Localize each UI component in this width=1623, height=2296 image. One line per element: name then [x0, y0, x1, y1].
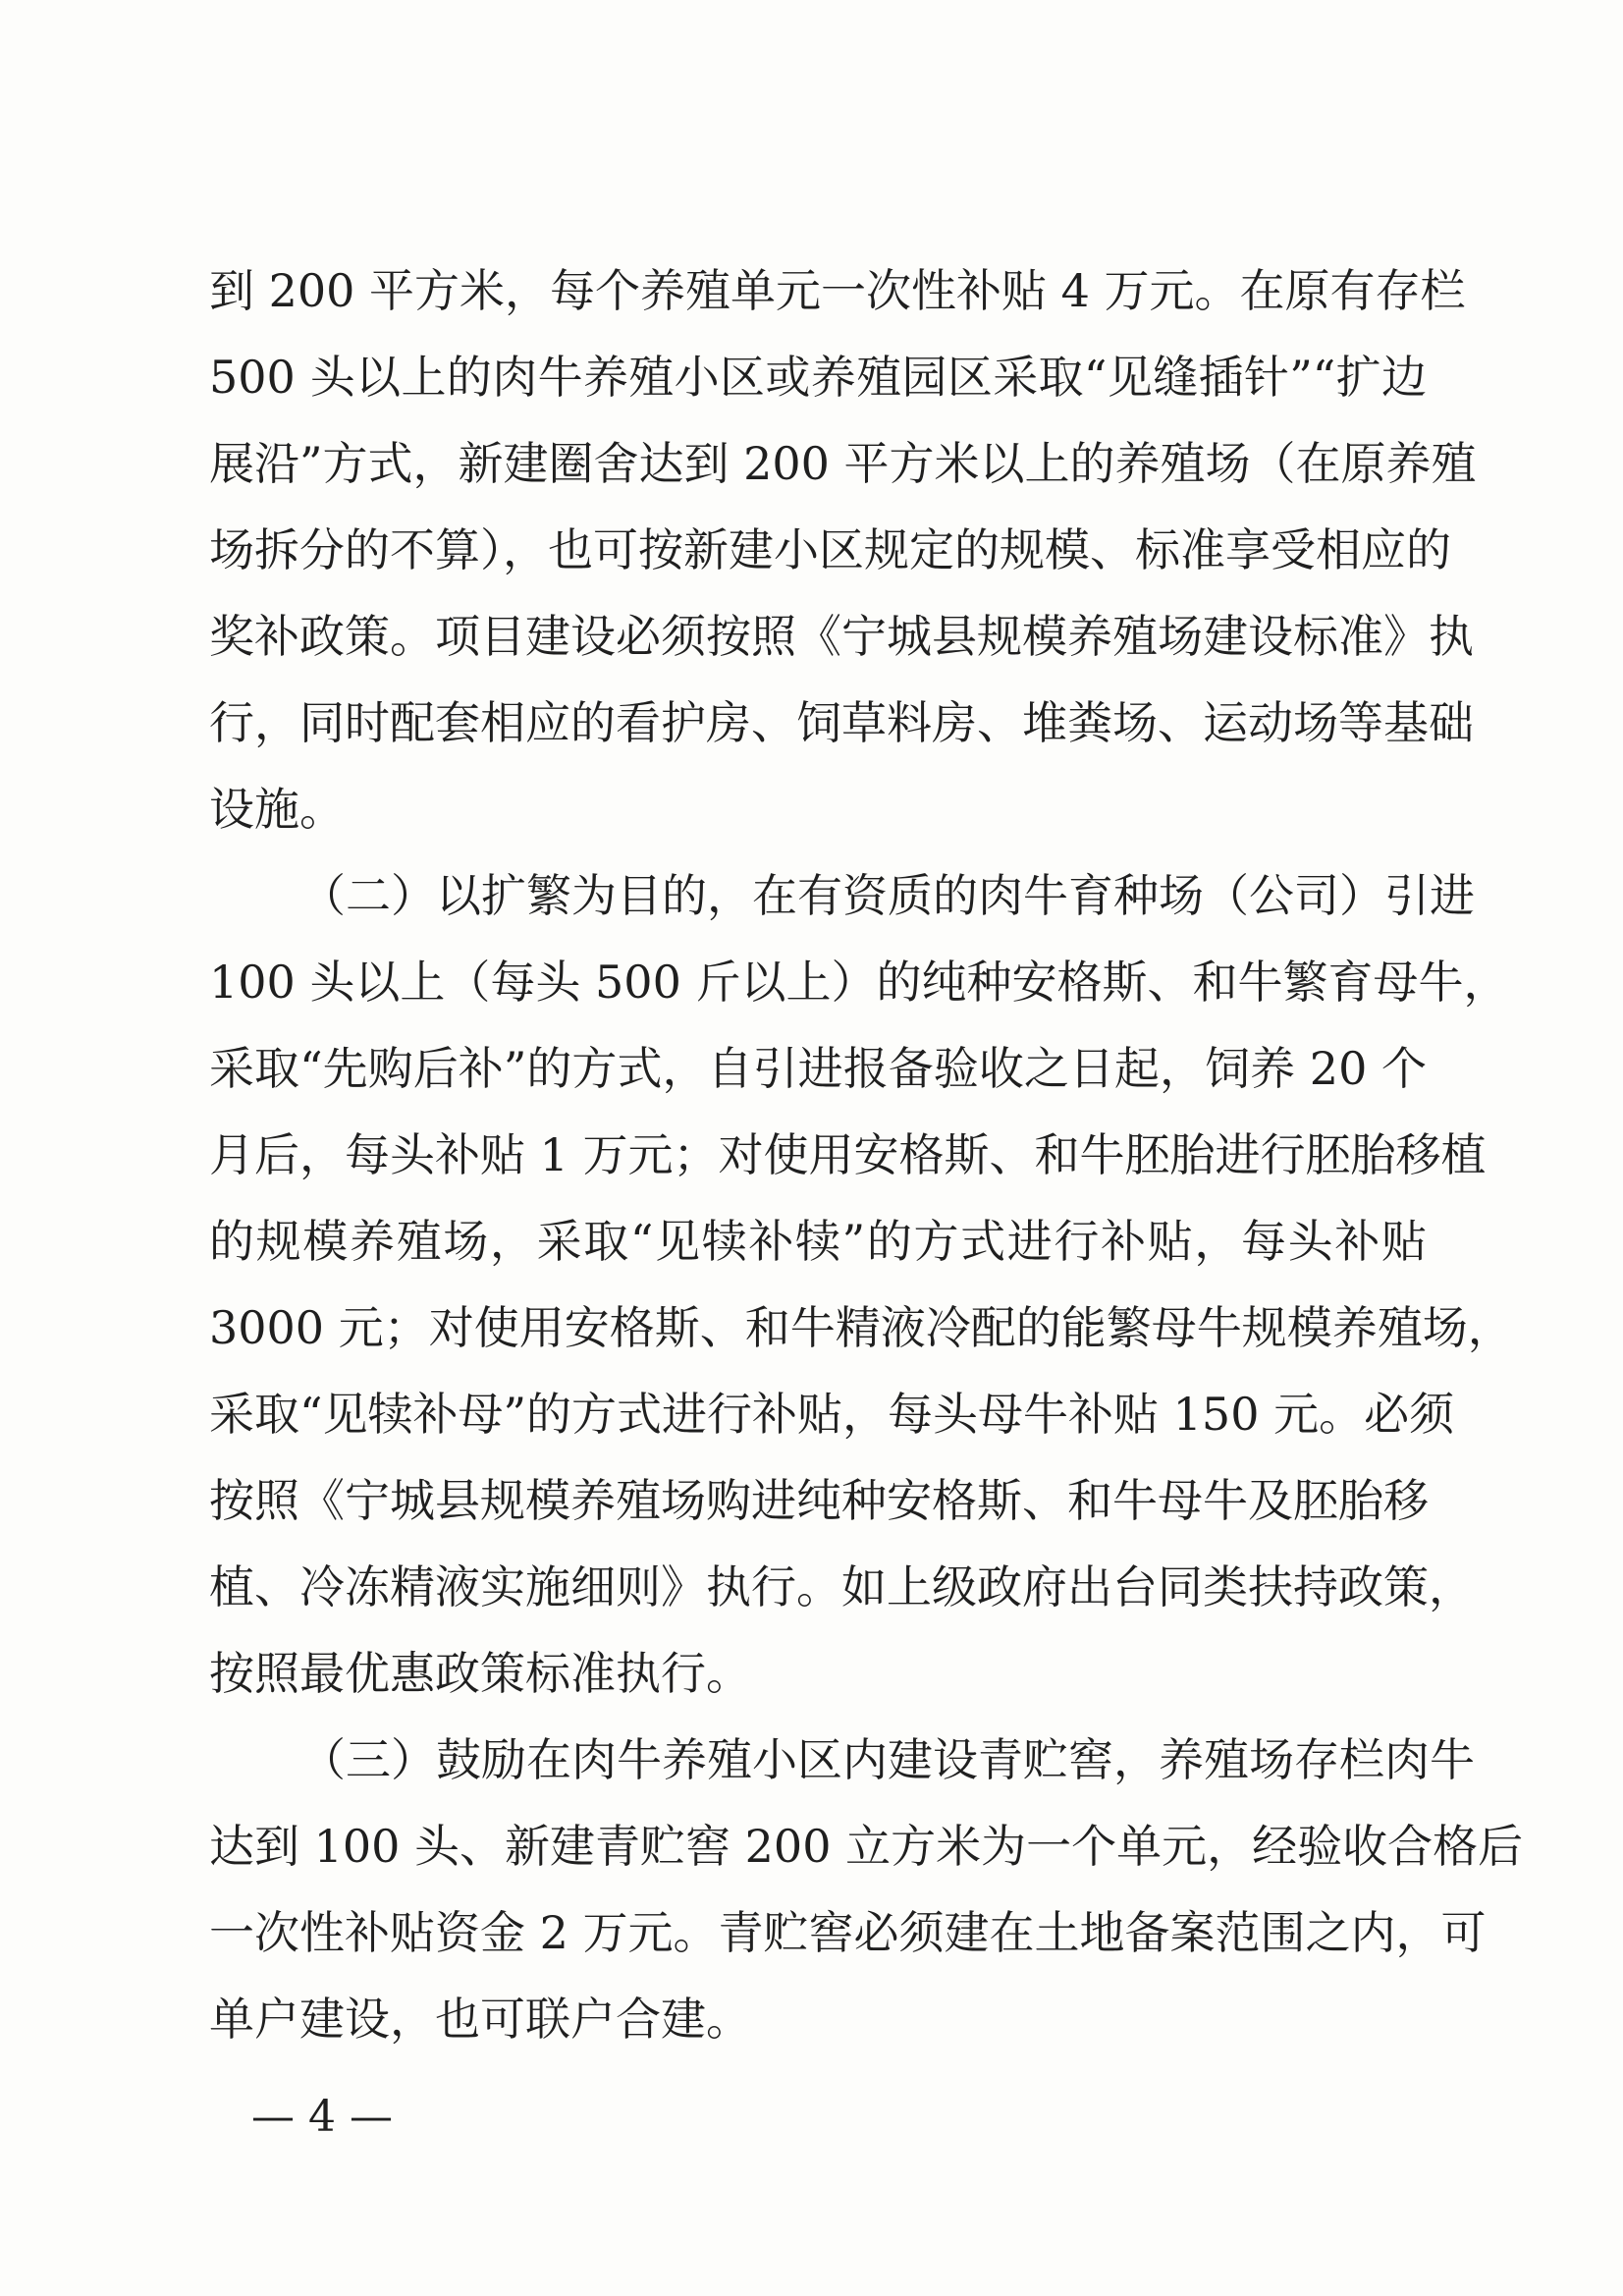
- page-number: — 4 —: [251, 2092, 393, 2142]
- paragraph-line: 采取“见犊补母”的方式进行补贴，每头母牛补贴 150 元。必须: [209, 1388, 1455, 1441]
- paragraph-line: 采取“先购后补”的方式，自引进报备验收之日起，饲养 20 个: [209, 1042, 1427, 1095]
- paragraph-first-line: （二）以扩繁为目的，在有资质的肉牛育种场（公司）引进: [300, 869, 1475, 922]
- paragraph-line: 植、冷冻精液实施细则》执行。如上级政府出台同类扶持政策，: [209, 1560, 1474, 1613]
- paragraph-first-line: （三）鼓励在肉牛养殖小区内建设青贮窖，养殖场存栏肉牛: [300, 1733, 1475, 1786]
- paragraph-line: 达到 100 头、新建青贮窖 200 立方米为一个单元，经验收合格后: [209, 1820, 1524, 1873]
- paragraph-line: 到 200 平方米，每个养殖单元一次性补贴 4 万元。在原有存栏: [209, 264, 1466, 317]
- paragraph-line: 设施。: [209, 783, 345, 836]
- paragraph-line: 的规模养殖场，采取“见犊补犊”的方式进行补贴，每头补贴: [209, 1215, 1427, 1268]
- paragraph-line: 一次性补贴资金 2 万元。青贮窖必须建在土地备案范围之内，可: [209, 1906, 1487, 1959]
- paragraph-line: 单户建设，也可联户合建。: [209, 1993, 751, 2046]
- paragraph-line: 展沿”方式，新建圈舍达到 200 平方米以上的养殖场（在原养殖: [209, 437, 1477, 490]
- paragraph-line: 奖补政策。项目建设必须按照《宁城县规模养殖场建设标准》执: [209, 610, 1474, 663]
- paragraph-line: 500 头以上的肉牛养殖小区或养殖园区采取“见缝插针”“扩边: [209, 351, 1427, 404]
- paragraph-line: 按照《宁城县规模养殖场购进纯种安格斯、和牛母牛及胚胎移: [209, 1474, 1429, 1527]
- paragraph-line: 按照最优惠政策标准执行。: [209, 1647, 751, 1700]
- paragraph-line: 行，同时配套相应的看护房、饲草料房、堆粪场、运动场等基础: [209, 696, 1474, 749]
- paragraph-line: 100 头以上（每头 500 斤以上）的纯种安格斯、和牛繁育母牛，: [209, 956, 1509, 1009]
- paragraph-line: 场拆分的不算），也可按新建小区规定的规模、标准享受相应的: [209, 523, 1451, 576]
- paragraph-line: 月后，每头补贴 1 万元；对使用安格斯、和牛胚胎进行胚胎移植: [209, 1128, 1487, 1181]
- paragraph-line: 3000 元；对使用安格斯、和牛精液冷配的能繁母牛规模养殖场，: [209, 1301, 1513, 1354]
